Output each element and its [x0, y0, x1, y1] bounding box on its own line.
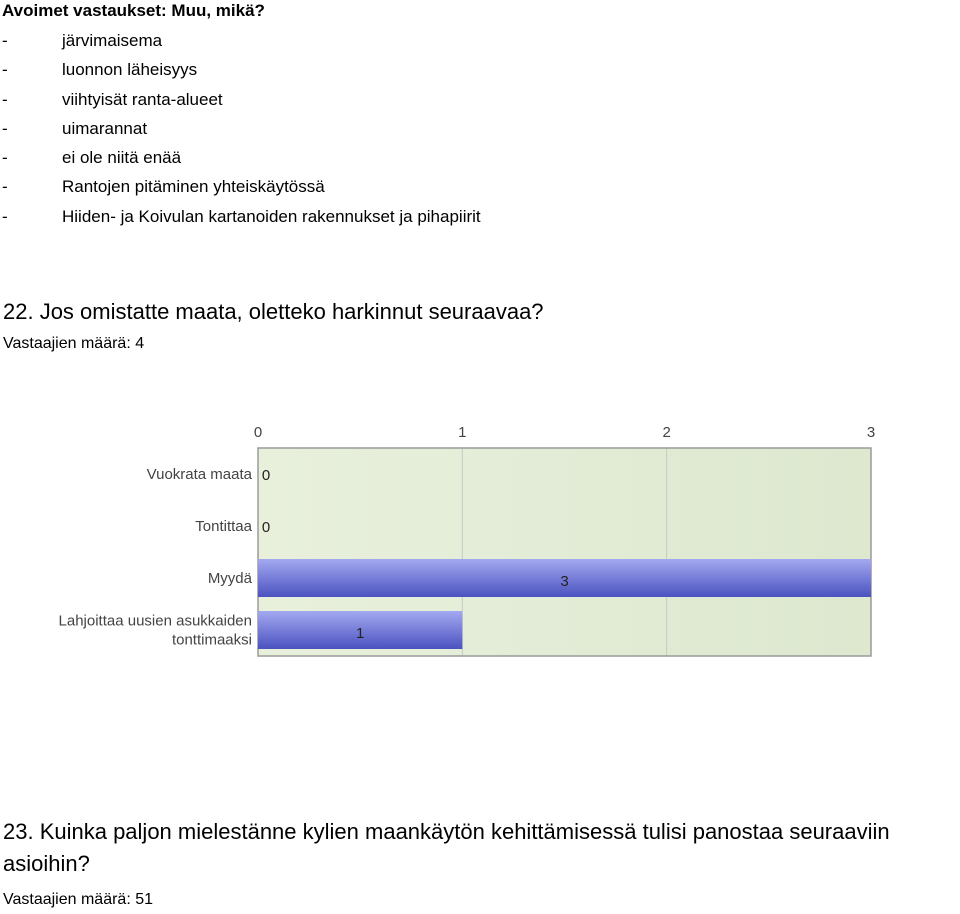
x-tick-label: 3	[866, 424, 876, 441]
data-label: 0	[261, 519, 271, 536]
list-dash: -	[2, 31, 8, 50]
list-dash: -	[2, 60, 8, 80]
category-label: Tontittaa	[195, 518, 252, 535]
list-item	[2, 202, 481, 231]
answer-text: Rantojen pitäminen yhteiskäytössä	[62, 177, 325, 197]
respondent-count: Vastaajien määrä: 4	[3, 335, 145, 352]
data-label: 3	[560, 573, 569, 590]
open-answers-list	[2, 26, 481, 231]
answer-text: ei ole niitä enää	[62, 148, 182, 168]
answer-text: viihtyisät ranta-alueet	[62, 89, 223, 109]
list-item	[2, 85, 481, 114]
list-item	[2, 143, 481, 172]
list-item	[2, 114, 481, 143]
bar-chart	[0, 380, 960, 790]
respondent-count: Vastaajien määrä: 51	[3, 891, 154, 908]
answer-text: uimarannat	[62, 118, 148, 138]
list-dash: -	[2, 89, 8, 109]
answer-text: järvimaisema	[62, 31, 163, 50]
x-tick-label: 0	[253, 424, 263, 441]
question-title: 23. Kuinka paljon mielestänne kylien maankäytön kehittämisessä tulisi panostaa seuraaviin asioihin?	[3, 819, 890, 876]
x-tick-label: 2	[662, 424, 671, 441]
open-answers-title: Avoimet vastaukset: Muu, mikä?	[2, 1, 265, 20]
list-dash: -	[2, 206, 8, 226]
list-item	[2, 55, 481, 84]
x-tick-label: 1	[458, 424, 467, 441]
category-label: Vuokrata maata	[146, 466, 252, 483]
list-dash: -	[2, 148, 8, 168]
list-item	[2, 26, 481, 55]
data-label: 0	[261, 467, 271, 484]
data-label: 1	[355, 625, 365, 642]
list-dash: -	[2, 177, 8, 197]
answer-text: luonnon läheisyys	[62, 60, 198, 80]
list-dash: -	[2, 118, 8, 138]
question-title: 22. Jos omistatte maata, oletteko harkinnut seuraavaa?	[3, 299, 544, 324]
category-label: Lahjoittaa uusien asukkaiden tonttimaaksi	[58, 612, 252, 649]
answer-text: Hiiden- ja Koivulan kartanoiden rakennukset ja pihapiirit	[62, 206, 481, 226]
category-label: Myydä	[207, 570, 252, 587]
list-item	[2, 172, 481, 201]
